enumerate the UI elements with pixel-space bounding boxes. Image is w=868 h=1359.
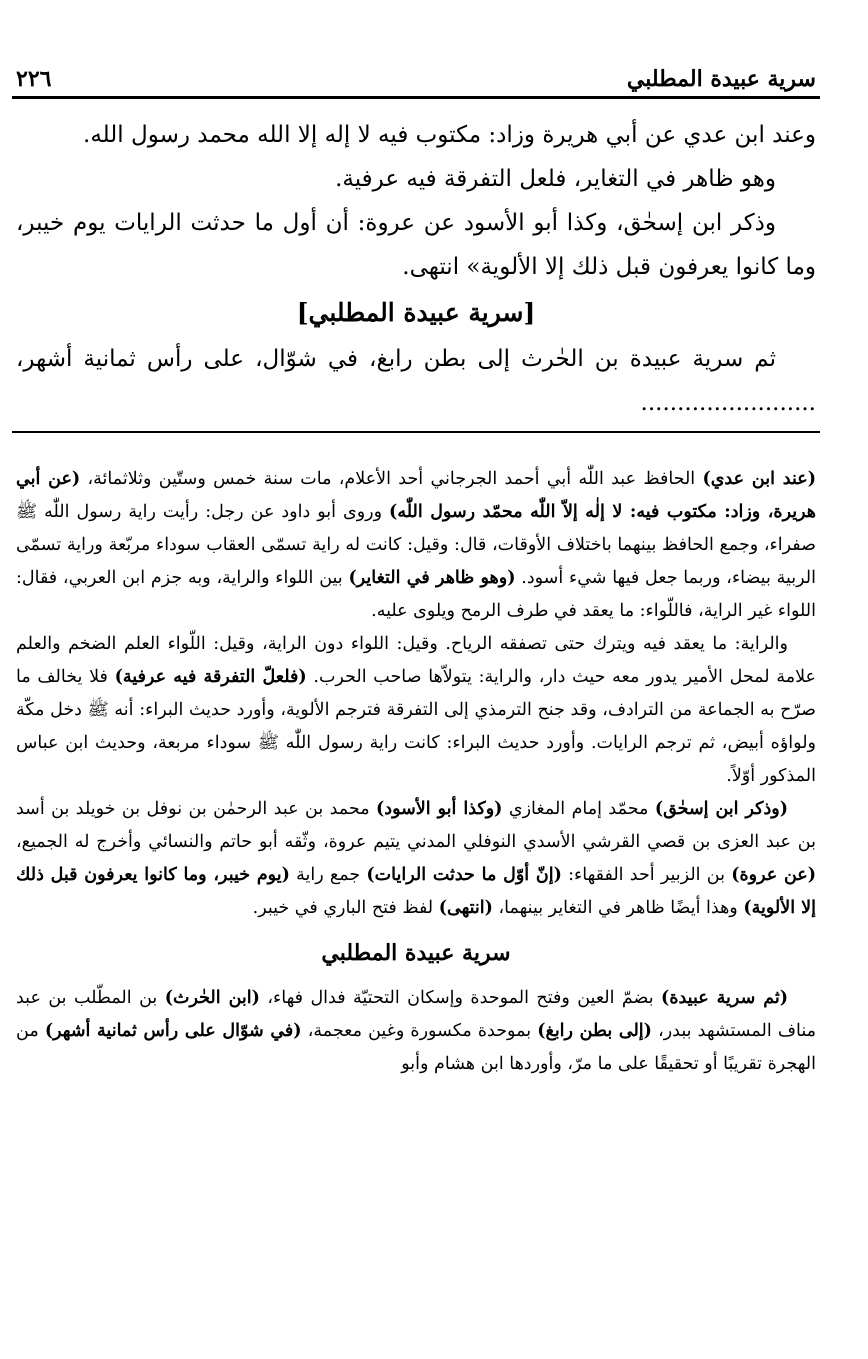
commentary-text-run: من الهجرة تقريبًا أو تحقيقًا على ما مرّ، وأوردها ابن هشام وأبو: [16, 1021, 816, 1074]
commentary-text-run: بن المطّلب بن عبد مناف المستشهد ببدر،: [16, 988, 816, 1041]
main-text: [12, 113, 820, 425]
quoted-lemma: (فلعلّ التفرقة فيه عرفية): [114, 667, 307, 687]
commentary-section-title: سرية عبيدة المطلبي: [321, 940, 511, 966]
quoted-lemma: (ثم سرية عبيدة): [661, 988, 788, 1008]
quoted-lemma: (يوم خيبر، وما كانوا يعرفون قبل ذلك إلا الألوية): [16, 865, 816, 918]
commentary-paragraph: [16, 628, 816, 793]
quoted-lemma: (في شوّال على رأس ثمانية أشهر): [44, 1021, 302, 1041]
running-title: سرية عبيدة المطلبي: [626, 66, 816, 92]
quoted-lemma: (إلى بطن رابغ): [537, 1021, 652, 1041]
commentary-text-run: والراية: ما يعقد فيه ويترك حتى تصفقه الرياح. وقيل: اللواء دون الراية، وقيل: اللّواء العلم الضخم والعلم علامة لمحل الأمير يدور معه حيث دار، والراية: يتولاّها صاحب الحرب.: [16, 634, 816, 687]
quoted-lemma: (عن عروة): [731, 865, 816, 885]
commentary-text-run: لفظ فتح الباري في خيبر.: [252, 898, 439, 918]
commentary-text-run: وهذا أيضًا ظاهر في التغاير بينهما،: [492, 898, 744, 918]
commentary-text-run: بموحدة مكسورة وغين معجمة،: [301, 1021, 538, 1041]
commentary-paragraph: [16, 793, 816, 925]
commentary-text-run: جمع راية: [289, 865, 367, 885]
commentary-text-run: الحافظ عبد اللّٰه أبي أحمد الجرجاني أحد الأعلام، مات سنة خمس وستّين وثلاثمائة،: [80, 469, 703, 489]
commentary-text-run: وروى أبو داود عن رجل: رأيت راية رسول اللّٰه ﷺ صفراء، وجمع الحافظ بينهما باختلاف الأوقات، قال: وقيل: كانت له راية تسمّى العقاب سوداء مربّعة وراية تسمّى الربية بيضاء، وربما جعل فيها شيء أسود.: [16, 502, 816, 588]
quoted-lemma: (وذكر ابن إسحٰق): [654, 799, 788, 819]
main-paragraph: وذكر ابن إسحٰق، وكذا أبو الأسود عن عروة: أن أول ما حدثت الرايات يوم خيبر، وما كانوا يعرفون قبل ذلك إلا الألوية» انتهى.: [16, 210, 816, 280]
quoted-lemma: (وهو ظاهر في التغاير): [348, 568, 516, 588]
commentary-paragraph: [16, 982, 816, 1081]
commentary-text-run: بضمّ العين وفتح الموحدة وإسكان التحتيّة فدال فهاء،: [259, 988, 662, 1008]
quoted-lemma: (ابن الحٰرث): [164, 988, 260, 1008]
quoted-lemma: (انتهى): [438, 898, 493, 918]
main-paragraph-text: ثم سرية عبيدة بن الحٰرث إلى بطن رابغ، في شوّال، على رأس ثمانية أشهر،: [16, 346, 776, 372]
main-paragraph: [16, 337, 816, 425]
page-header: [12, 52, 820, 99]
quoted-lemma: (عند ابن عدي): [702, 469, 816, 489]
commentary-paragraph: [16, 463, 816, 628]
quoted-lemma: (وكذا أبو الأسود): [376, 799, 503, 819]
page-number: ٢٢٦: [16, 66, 52, 92]
main-paragraph: وهو ظاهر في التغاير، فلعل التفرقة فيه عرفية.: [335, 166, 776, 192]
commentary-text-run: محمّد إمام المغازي: [502, 799, 655, 819]
commentary-text-run: فلا يخالف ما صرّح به الجماعة من الترادف، وقد جنح الترمذي إلى التفرقة فترجم الألوية، وأورد حديث البراء: أنه ﷺ دخل مكّة ولواؤه أبيض، ثم ترجم الرايات. وأورد حديث البراء: كانت راية رسول اللّٰه ﷺ سوداء مربعة، وحديث ابن عباس المذكور أوّلاً.: [16, 667, 816, 786]
commentary-text-run: بين اللواء والراية، وبه جزم ابن العربي، فقال: اللواء غير الراية، فاللّواء: ما يعقد في طرف الرمح ويلوى عليه.: [16, 568, 816, 621]
book-page: [12, 52, 820, 1081]
quoted-lemma: (إنّ أوّل ما حدثت الرايات): [366, 865, 562, 885]
main-section-title: [سرية عبيدة المطلبي]: [296, 298, 536, 327]
ellipsis-dots: ........................: [640, 390, 816, 416]
quoted-lemma: (عن أبي هريرة، وزاد: مكتوب فيه: لا إلٰه إلاّ اللّٰه محمّد رسول اللّٰه): [16, 469, 816, 522]
main-paragraph: وعند ابن عدي عن أبي هريرة وزاد: مكتوب فيه لا إله إلا الله محمد رسول الله.: [83, 122, 816, 148]
commentary-text: [12, 463, 820, 1081]
commentary-text-run: بن الزبير أحد الفقهاء:: [561, 865, 732, 885]
commentary-text-run: محمد بن عبد الرحمٰن بن نوفل بن خويلد بن أسد بن عبد العزى بن قصي القرشي الأسدي النوفلي المدني يتيم عروة، وثّقه أبو حاتم والنسائي وأخرج له الجميع،: [16, 799, 816, 852]
divider-rule: [12, 431, 820, 433]
